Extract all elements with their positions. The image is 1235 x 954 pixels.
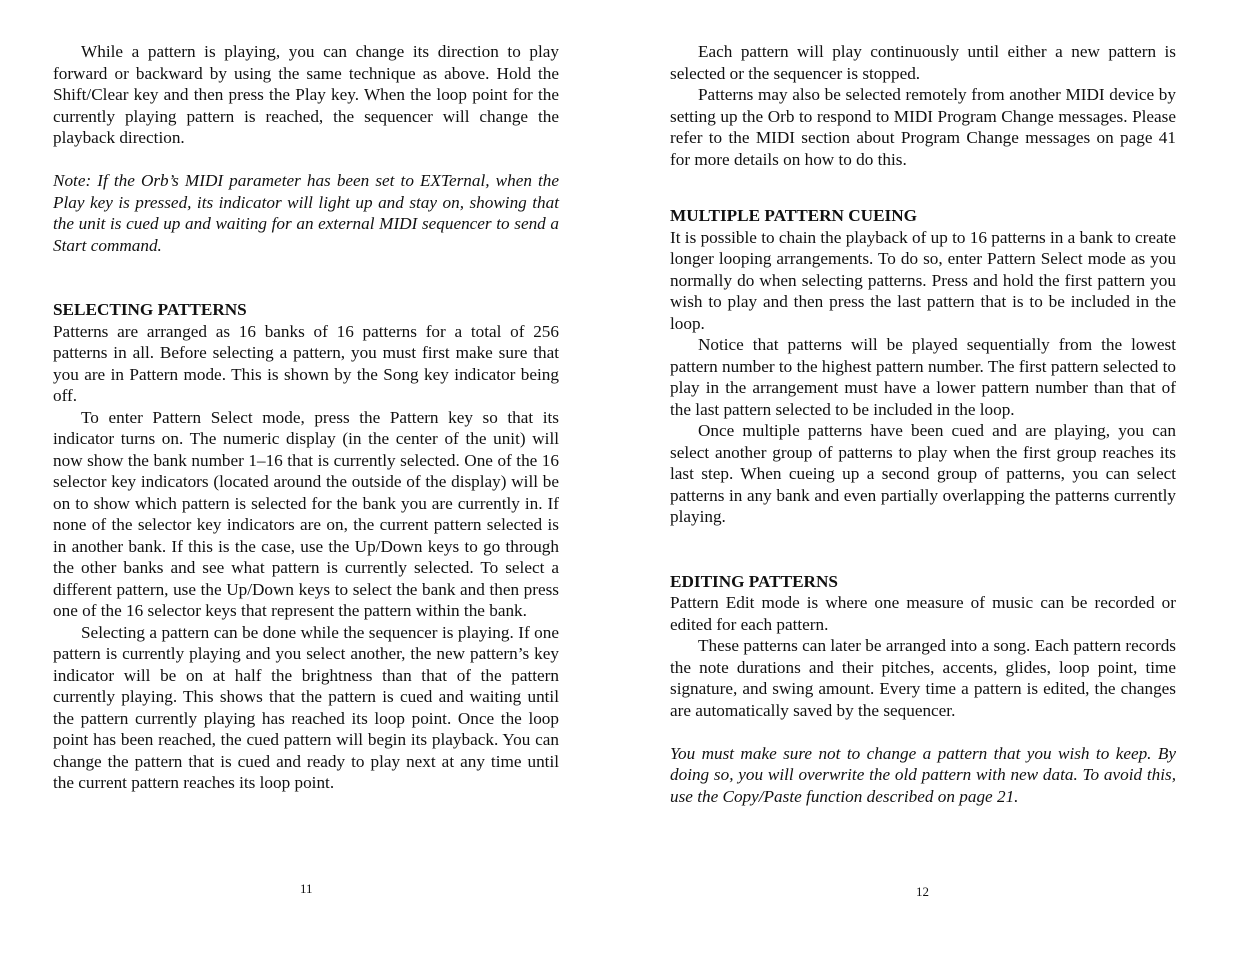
paragraph-continuous-play: Each pattern will play continuously until either a new pattern is selected or the sequencer is stopped. [670, 42, 1176, 83]
heading-multiple-pattern-cueing: MULTIPLE PATTERN CUEING [670, 206, 918, 225]
note-overwrite-warning: You must make sure not to change a pattern that you wish to keep. By doing so, you will overwrite the old pattern with new data. To avoid this, use the Copy/Paste function described on page 21. [670, 743, 1176, 806]
paragraph-banks-overview: Patterns are arranged as 16 banks of 16 patterns for a total of 256 patterns in all. Before selecting a pattern, you must first make sure that you are in Pattern mode. This is shown by the Song key indicator being off. [53, 321, 559, 405]
paragraph-sequential-order: Notice that patterns will be played sequentially from the lowest pattern number to the highest pattern number. The first pattern selected to play in the arrangement must have a lower pattern number than that of the last pattern selected to be included in the loop. [670, 335, 1176, 419]
paragraph-chain-playback: It is possible to chain the playback of up to 16 patterns in a bank to create longer looping arrangements. To do so, enter Pattern Select mode as you normally do when selecting patterns. Press and hold the first pattern you wish to play and then press the last pattern that is to be included in the loop. [670, 227, 1176, 333]
paragraph-pattern-edit-mode: Pattern Edit mode is where one measure of music can be recorded or edited for each pattern. [670, 593, 1176, 634]
paragraph-pattern-contents: These patterns can later be arranged into a song. Each pattern records the note durations and their pitches, accents, glides, loop point, time signature, and swing amount. Every time a pattern is edited, the changes are automatically saved by the sequencer. [670, 636, 1176, 720]
page-number-left: 11 [300, 881, 313, 896]
paragraph-remote-selection: Patterns may also be selected remotely from another MIDI device by setting up the Orb to respond to MIDI Program Change messages. Please refer to the MIDI section about Program Change messages on page 41 for more details on how to do this. [670, 85, 1176, 169]
left-page [53, 41, 559, 794]
paragraph-select-while-playing: Selecting a pattern can be done while the sequencer is playing. If one pattern is currently playing and you select another, the new pattern’s key indicator will be on at half the brightness than that of the pattern currently playing. This shows that the pattern is cued and waiting until the pattern currently playing has reached its loop point. Once the loop point has been reached, the cued pattern will begin its playback. You can change the pattern that is cued and ready to play next at any time until the current pattern reaches its loop point. [53, 622, 559, 792]
heading-editing-patterns: EDITING PATTERNS [670, 571, 838, 591]
page-number-right: 12 [916, 884, 929, 899]
paragraph-second-group: Once multiple patterns have been cued and are playing, you can select another group of patterns to play when the first group reaches its last step. When cueing up a second group of patterns, you can select patterns in any bank and even partially overlapping the patterns currently playing. [670, 421, 1176, 526]
heading-selecting-patterns: SELECTING PATTERNS [53, 300, 247, 319]
right-page [670, 41, 1176, 807]
paragraph-playback-direction: While a pattern is playing, you can change its direction to play forward or backward by using the same technique as above. Hold the Shift/Clear key and then press the Play key. When the loop point for the currently playing pattern is reached, the sequencer will change the playback direction. [53, 42, 559, 147]
paragraph-pattern-select-mode: To enter Pattern Select mode, press the Pattern key so that its indicator turns on. The numeric display (in the center of the unit) will now show the bank number 1–16 that is currently selected. One of the 16 selector key indicators (located around the outside of the display) will be on to show which pattern is selected for the bank you are currently in. If none of the selector key indicators are on, the current pattern selected is in another bank. If this is the case, use the Up/Down keys to go through the other banks and see what pattern is currently selected. To select a different pattern, use the Up/Down keys to select the bank and then press one of the 16 selector keys that represent the pattern within the bank. [53, 407, 559, 620]
note-external-midi: Note: If the Orb’s MIDI parameter has been set to EXTernal, when the Play key is pressed, its indicator will light up and stay on, showing that the unit is cued up and waiting for an external MIDI sequencer to send a Start command. [53, 171, 559, 255]
